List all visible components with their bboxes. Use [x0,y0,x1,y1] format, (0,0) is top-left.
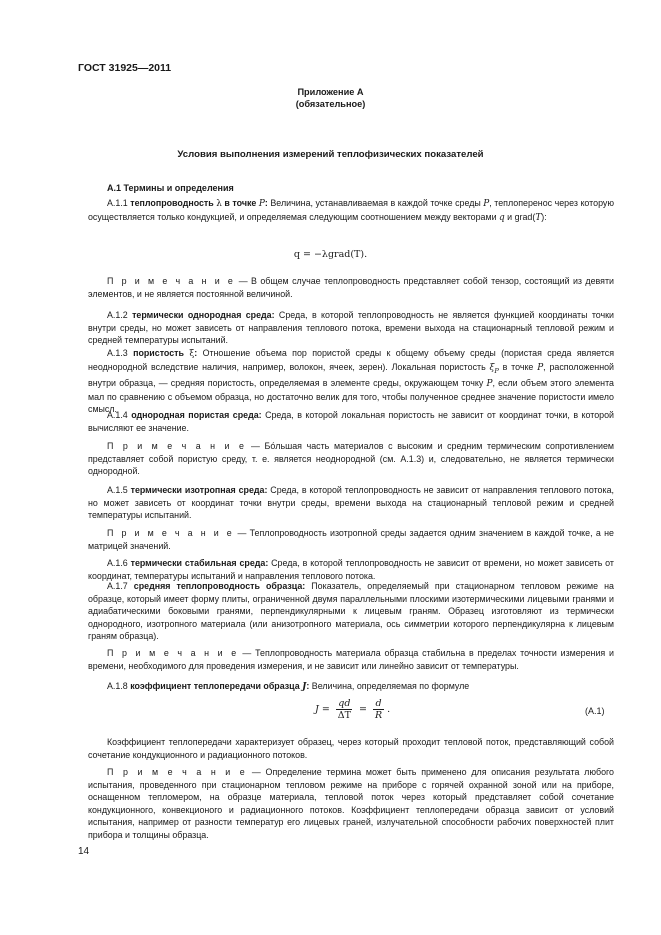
definition-a13: А.1.3 пористость ξ: Отношение объема пор пористой среды к общему объему среды (пористая среда является неоднородной вследствие наличия, например, волокон, ячеек, зерен). Локальная пористость $\xi_P$ в точке P, расположенной внутри образца, — средняя пористость, определяемая в элементе среды, окружающем точку P, если объем этого элемента мал по сравнению с объемом образца, но достаточно велик для того, чтобы полученное среднее значение пористости имело смысл. [88,348,615,415]
definition-a17: А.1.7 средняя теплопроводность образца: Показатель, определяемый при стационарном тепловом режиме на образце, который имеет форму плиты, ограниченной двумя параллельными плоскими изотермическими лицевыми гранями и адиабатическими боковыми гранями, перпендикулярными к лицевым граням. Образец изготовляют из термически однородного, изотропного материала (или анизотропного материала, ось симметрии которого перпендикулярна к лицевым граням образца). [88,581,614,642]
definition-a18: А.1.8 коэффициент теплопередачи образца J: Величина, определяемая по формуле [107,681,470,692]
appendix-status: (обязательное) [295,99,366,109]
paragraph-coefficient: Коэффициент теплопередачи характеризует образец, через который проходит тепловой поток, представляющий собой сочетание кондукционного и радиационного потоков. [88,737,614,760]
definition-a14: А.1.4 однородная пористая среда: Среда, в которой локальная пористость не зависит от координат точки, в которой вычисляют ее значение. [88,410,614,433]
page-number: 14 [78,846,90,857]
definition-a15: А.1.5 термически изотропная среда: Среда, в которой теплопроводность не зависит от направления теплового потока, но может зависеть от координат точки внутри среды, времени выхода на стационарный тепловой режим и средней температуры испытаний. [88,485,614,521]
definition-a16: А.1.6 термически стабильная среда: Среда, в которой теплопроводность не зависит от времени, но может зависеть от координат, температуры испытаний и направления теплового потока. [88,558,614,581]
note-1: П р и м е ч а н и е — В общем случае теплопроводность представляет собой тензор, состоящий из девяти элементов, и не является постоянной величиной. [88,276,614,299]
appendix-title: Приложение А [297,87,364,97]
term-thermal-conductivity: теплопроводность [130,198,214,208]
formula-transmittance: J = $\frac{qd}{\Delta T}$ = $\frac{d}{R}$ . [315,698,391,721]
note-2: П р и м е ч а н и е — Бо́льшая часть материалов с высоким и средним термическим сопротивлением представляет собой пористую среду, т. е. является неоднородной (см. А.1.3) и, следовательно, не является термически однородной. [88,441,614,477]
definition-a12: А.1.2 термически однородная среда: Среда, в которой теплопроводность не является функцией координаты точки внутри среды, но может зависеть от направления теплового потока, времени выхода на стационарный тепловой режим и средней температуры испытаний. [88,310,614,346]
section-title: Условия выполнения измерений теплофизических показателей [177,149,484,160]
equation-number: (А.1) [585,706,605,716]
definition-a11: А.1.1 теплопроводность λ в точке P: Величина, устанавливаемая в каждой точке среды P, теплоперенос через которую осуществляется только кондукцией, и определяемая следующим соотношением между векторами q и grad(T): [88,198,615,223]
document-header: ГОСТ 31925—2011 [78,62,172,74]
note-4: П р и м е ч а н и е — Теплопроводность материала образца стабильна в пределах точности измерения и времени, необходимого для проведения измерения, и не зависит или линейно зависит от температуры. [88,648,614,671]
note-5: П р и м е ч а н и е — Определение термина может быть применено для описания результата любого испытания, проведенного при стационарном тепловом режиме на приборе с горячей охранной зоной или на приборе, оснащенном тепломером, на образце материала, тепловой поток через который представляет собой сочетание кондукционного, конвекционого и радиационного потоков. Коэффициент теплопередачи образца зависит от условий испытания, например от разности температур его лицевых граней, излучательной способности рабочих поверхностей плит прибора и толщины образца. [88,767,614,840]
subsection-heading: А.1 Термины и определения [107,183,234,193]
note-3: П р и м е ч а н и е — Теплопроводность изотропной среды задается одним значением в каждой точке, а не матрицей значений. [88,528,614,551]
formula-heat-flux: q = −λgrad(T). [293,249,368,260]
